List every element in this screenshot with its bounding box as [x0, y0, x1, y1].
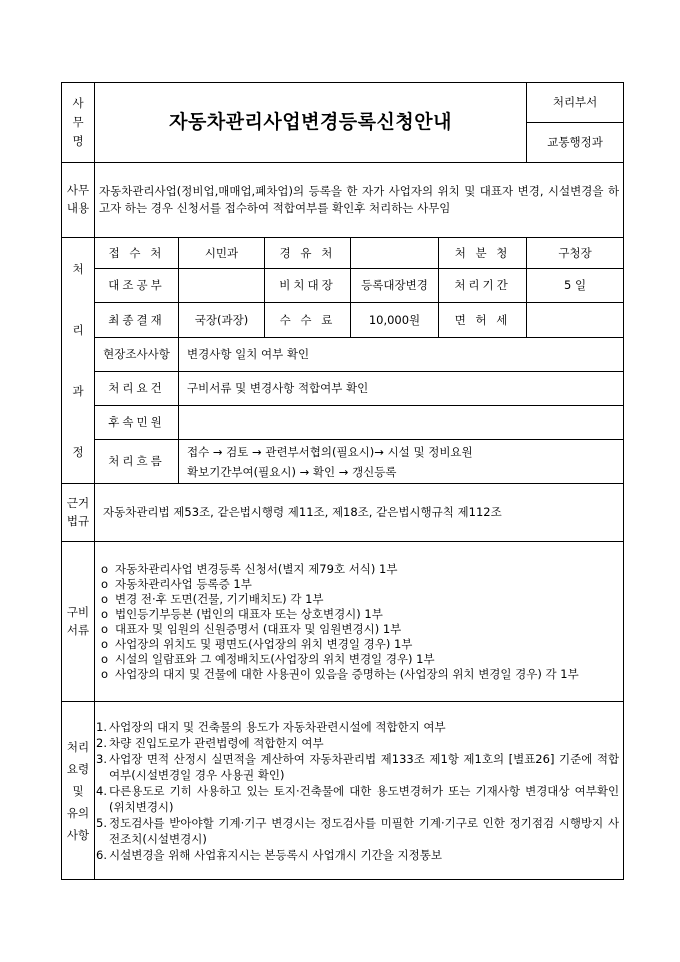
period-value: 5 일 — [527, 269, 624, 303]
document-item: o 대표자 및 임원의 신원증명서 (대표자 및 임원변경시) 1부 — [101, 621, 402, 636]
document-item: o 사업장의 위치도 및 평면도(사업장의 위치 변경일 경우) 1부 — [101, 636, 413, 651]
note-item: 3. 사업장 면적 산정시 실면적을 계산하여 자동차관리법 제133조 제1항 제1호의 [별표26] 기준에 적합여부(시설변경일 경우 사용권 확인) — [96, 751, 620, 782]
note-item: 6. 시설변경을 위해 사업휴지시는 본등록시 사업개시 기간을 지정통보 — [96, 847, 442, 862]
requirement-label: 처리요건 — [95, 372, 179, 406]
note-item: 2. 차량 진입도로가 관련법령에 적합한지 여부 — [96, 735, 324, 750]
flow-label: 처리흐름 — [95, 440, 179, 484]
note-item: 4. 다른용도로 기히 사용하고 있는 토지·건축물에 대한 용도변경허가 또는 기재사항 변경대상 여부확인(위치변경시) — [96, 783, 620, 814]
requirement-value: 구비서류 및 변경사항 적합여부 확인 — [179, 372, 624, 406]
guide-table — [61, 82, 624, 880]
disposal-label: 처 분 청 — [439, 238, 527, 269]
process-char-2: 리 — [72, 322, 84, 337]
basis-text: 자동차관리법 제53조, 같은법시행령 제11조, 제18조, 같은법시행규칙 제112조 — [95, 484, 624, 542]
kept-value: 등록대장변경 — [351, 269, 439, 303]
work-name-label: 사 무 명 — [62, 83, 95, 163]
document-item: o 시설의 일람표와 그 예정배치도(사업장의 위치 변경일 경우) 1부 — [101, 651, 435, 666]
disposal-value: 구청장 — [527, 238, 624, 269]
content-label: 사무 내용 — [62, 163, 95, 238]
document-item: o 사업장의 대지 및 건물에 대한 사용권이 있음을 증명하는 (사업장의 위치 변경일 경우) 각 1부 — [101, 666, 579, 681]
notes-cell — [95, 702, 624, 880]
document-item: o 자동차관리사업 변경등록 신청서(별지 제79호 서식) 1부 — [101, 561, 398, 576]
basis-label: 근거 법규 — [62, 484, 95, 542]
flow-line-1: 접수 → 검토 → 관련부서협의(필요시)→ 시설 및 정비요원 — [187, 444, 473, 459]
notes-label: 처리 요령 및 유의 사항 — [62, 702, 95, 880]
site-survey-value: 변경사항 일치 여부 확인 — [179, 338, 624, 372]
note-item: 5. 정도검사를 받아야할 기계·기구 변경시는 정도검사를 미필한 기계·기구로 인한 정기점검 시행방지 사전조치(시설변경시) — [96, 815, 620, 846]
document-item: o 자동차관리사업 등록증 1부 — [101, 576, 252, 591]
reception-label: 접 수 처 — [95, 238, 179, 269]
follow-up-value — [179, 406, 624, 440]
fee-value: 10,000원 — [351, 303, 439, 338]
note-item: 1. 사업장의 대지 및 건축물의 용도가 자동차관련시설에 적합한지 여부 — [96, 719, 446, 734]
content-text: 자동차관리사업(정비업,매매업,폐차업)의 등록을 한 자가 사업자의 위치 및 대표자 변경, 시설변경을 하고자 하는 경우 신청서를 접수하여 적합여부를 확인후 처리하는 사무임 — [95, 163, 624, 238]
documents-list — [95, 560, 623, 684]
process-char-4: 정 — [72, 444, 84, 459]
ledger-label: 대조공부 — [95, 269, 179, 303]
kept-label: 비치대장 — [265, 269, 351, 303]
dept-value: 교통행정과 — [527, 123, 624, 163]
follow-up-label: 후속민원 — [95, 406, 179, 440]
document-item: o 변경 전·후 도면(건물, 기기배치도) 각 1부 — [101, 591, 324, 606]
final-approval-label: 최종결재 — [95, 303, 179, 338]
documents-list-cell — [95, 542, 624, 702]
documents-label: 구비 서류 — [62, 542, 95, 702]
document-item: o 법인등기부등본 (법인의 대표자 또는 상호변경시) 1부 — [101, 606, 383, 621]
flow-line-2: 확보기간부여(필요시) → 확인 → 갱신등록 — [187, 464, 397, 479]
process-side-label — [62, 238, 95, 484]
license-tax-value — [527, 303, 624, 338]
ledger-value — [179, 269, 265, 303]
flow-value — [179, 440, 624, 484]
reception-value: 시민과 — [179, 238, 265, 269]
document-title: 자동차관리사업변경등록신청안내 — [95, 83, 527, 163]
license-tax-label: 면 허 세 — [439, 303, 527, 338]
route-value — [351, 238, 439, 269]
fee-label: 수 수 료 — [265, 303, 351, 338]
process-char-1: 처 — [72, 261, 84, 276]
site-survey-label: 현장조사사항 — [95, 338, 179, 372]
route-label: 경 유 처 — [265, 238, 351, 269]
process-char-3: 과 — [72, 383, 84, 398]
period-label: 처리기간 — [439, 269, 527, 303]
dept-label: 처리부서 — [527, 83, 624, 123]
final-approval-value: 국장(과장) — [179, 303, 265, 338]
notes-list — [95, 718, 623, 864]
